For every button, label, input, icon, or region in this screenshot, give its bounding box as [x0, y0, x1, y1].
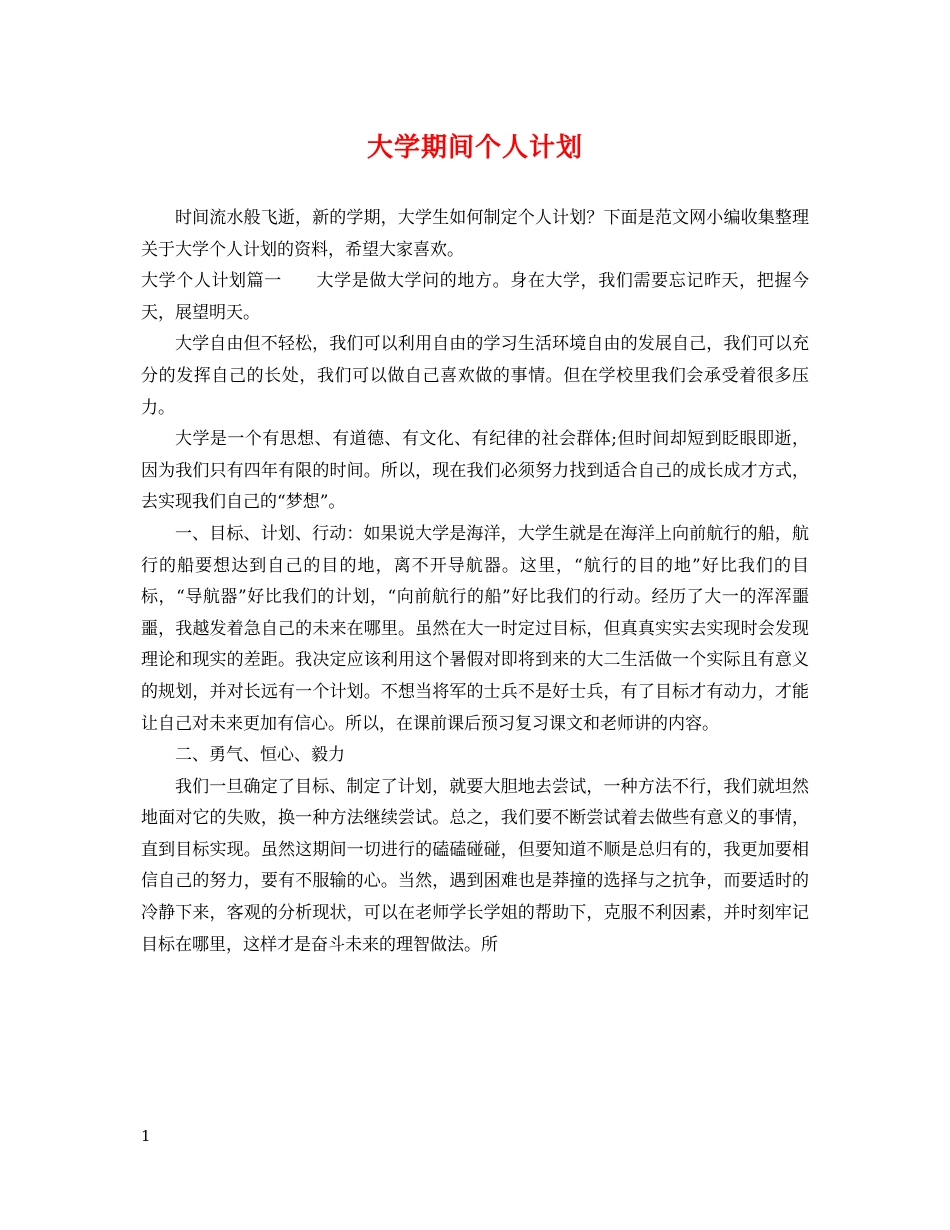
page-number: 1	[141, 1127, 151, 1145]
paragraph-intro: 时间流水般飞逝，新的学期，大学生如何制定个人计划？下面是范文网小编收集整理关于大学个人计划的资料，希望大家喜欢。	[141, 208, 809, 260]
section-one-text: 大学是做大学问的地方。身在大学，我们需要忘记昨天，把握今天，展望明天。	[141, 271, 810, 323]
paragraph-courage: 我们一旦确定了目标、制定了计划，就要大胆地去尝试，一种方法不行，我们就坦然地面对它的失败，换一种方法继续尝试。总之，我们要不断尝试着去做些有意义的事情，直到目标实现。虽然这期间一切进行的磕磕碰碰，但要知道不顺是总归有的，我更加要相信自己的努力，要有不服输的心。当然，遇到困难也是莽撞的选择与之抗争，而要适时的冷静下来，客观的分析现状，可以在老师学长学姐的帮助下，克服不利因素，并时刻牢记目标在哪里，这样才是奋斗未来的理智做法。所	[141, 776, 809, 955]
paragraph-section-one	[141, 266, 809, 329]
paragraph-community: 大学是一个有思想、有道德、有文化、有纪律的社会群体;但时间却短到眨眼即逝，因为我们只有四年有限的时间。所以，现在我们必须努力找到适合自己的成长成才方式，去实现我们自己的“梦想”。	[141, 429, 809, 513]
paragraph-subheading-courage: 二、勇气、恒心、毅力	[175, 745, 345, 766]
section-heading: 大学个人计划篇一	[141, 271, 282, 292]
document-body	[141, 203, 809, 961]
paragraph-freedom: 大学自由但不轻松，我们可以利用自由的学习生活环境自由的发展自己，我们可以充分的发挥自己的长处，我们可以做自己喜欢做的事情。但在学校里我们会承受着很多压力。	[141, 334, 809, 418]
paragraph-goals: 一、目标、计划、行动：如果说大学是海洋，大学生就是在海洋上向前航行的船，航行的船要想达到自己的目的地，离不开导航器。这里，“航行的目的地”好比我们的目标，“导航器”好比我们的计划，“向前航行的船”好比我们的行动。经历了大一的浑浑噩噩，我越发着急自己的未来在哪里。虽然在大一时定过目标，但真真实实去实现时会发现理论和现实的差距。我决定应该利用这个暑假对即将到来的大二生活做一个实际且有意义的规划，并对长远有一个计划。不想当将军的士兵不是好士兵，有了目标才有动力，才能让自己对未来更加有信心。所以，在课前课后预习复习课文和老师讲的内容。	[141, 523, 809, 734]
document-title: 大学期间个人计划	[366, 133, 583, 163]
